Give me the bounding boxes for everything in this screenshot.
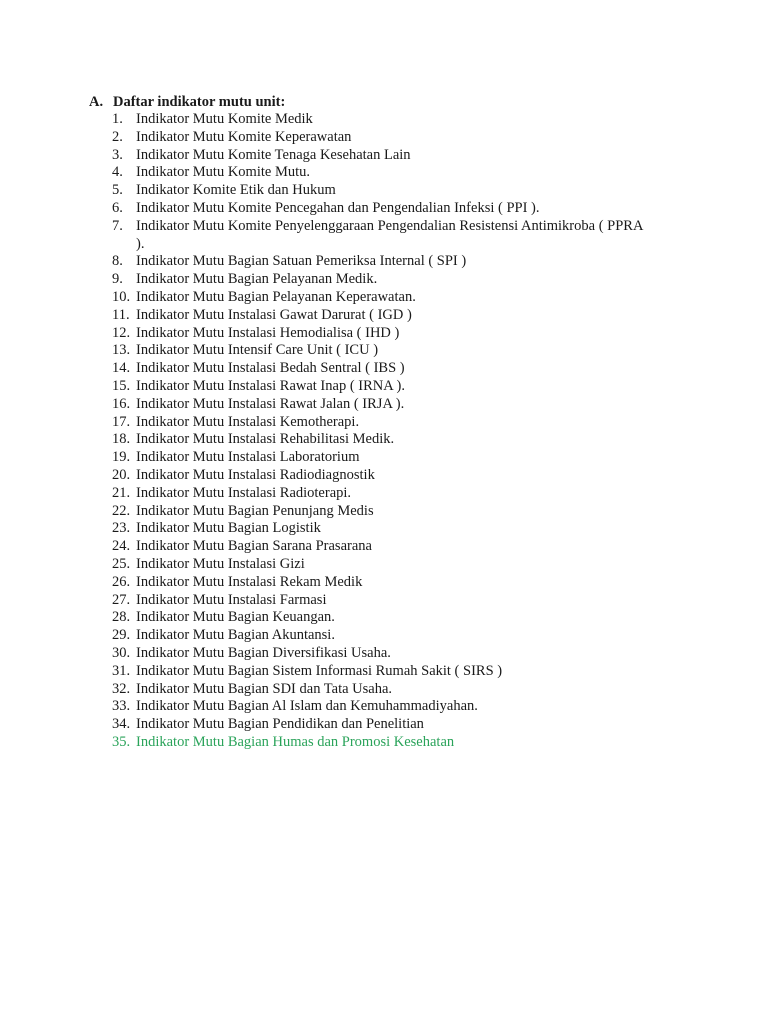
list-item bbox=[89, 360, 649, 378]
list-item-number: 19. bbox=[112, 449, 131, 466]
list-item-number-cell bbox=[89, 271, 136, 289]
list-item-number-cell bbox=[89, 396, 136, 414]
list-item-number: 32. bbox=[112, 680, 131, 697]
list-item-number: 29. bbox=[112, 627, 131, 644]
list-item bbox=[89, 681, 649, 699]
list-item-text: Indikator Mutu Bagian Akuntansi. bbox=[136, 627, 335, 644]
list-item-number-cell bbox=[89, 698, 136, 716]
list-item bbox=[89, 520, 649, 538]
list-item bbox=[89, 414, 649, 432]
list-item-text: Indikator Mutu Instalasi Radioterapi. bbox=[136, 484, 352, 501]
list-item-text: Indikator Mutu Instalasi Kemotherapi. bbox=[136, 413, 360, 430]
list-item bbox=[89, 503, 649, 521]
list-item-number-cell bbox=[89, 164, 136, 182]
list-item-number-cell bbox=[89, 627, 136, 645]
list-item-number: 21. bbox=[112, 484, 131, 501]
list-item-text: Indikator Mutu Bagian Sistem Informasi Rumah Sakit ( SIRS ) bbox=[136, 662, 503, 679]
list-item-text: Indikator Mutu Bagian Diversifikasi Usaha. bbox=[136, 644, 391, 661]
list-item-text: Indikator Komite Etik dan Hukum bbox=[136, 182, 336, 199]
list-item-number: 24. bbox=[112, 538, 131, 555]
list-item-number: 6. bbox=[112, 199, 123, 216]
list-item-text: Indikator Mutu Instalasi Hemodialisa ( IHD ) bbox=[136, 324, 400, 341]
indicator-list bbox=[89, 111, 649, 752]
list-item-number-cell bbox=[89, 467, 136, 485]
list-item-number-cell bbox=[89, 325, 136, 343]
list-item-number-cell bbox=[89, 218, 136, 254]
list-item-number: 17. bbox=[112, 413, 131, 430]
section-title: Daftar indikator mutu unit: bbox=[113, 94, 286, 110]
list-item bbox=[89, 289, 649, 307]
list-item-number: 27. bbox=[112, 591, 131, 608]
list-item bbox=[89, 698, 649, 716]
list-item-number-cell bbox=[89, 431, 136, 449]
list-item-number: 22. bbox=[112, 502, 131, 519]
list-item-text: Indikator Mutu Bagian Keuangan. bbox=[136, 609, 335, 626]
list-item bbox=[89, 556, 649, 574]
list-item-number: 18. bbox=[112, 431, 131, 448]
list-item-number-cell bbox=[89, 574, 136, 592]
list-item bbox=[89, 111, 649, 129]
list-item bbox=[89, 592, 649, 610]
list-item-text: Indikator Mutu Komite Mutu. bbox=[136, 164, 310, 181]
list-item bbox=[89, 253, 649, 271]
list-item-number-cell bbox=[89, 681, 136, 699]
list-item bbox=[89, 609, 649, 627]
list-item-number-cell bbox=[89, 645, 136, 663]
list-item-number: 2. bbox=[112, 128, 123, 145]
list-item-number-cell bbox=[89, 609, 136, 627]
list-item-number: 31. bbox=[112, 662, 131, 679]
list-item-text: Indikator Mutu Bagian Logistik bbox=[136, 520, 321, 537]
list-item-number: 35. bbox=[112, 733, 131, 750]
list-item bbox=[89, 716, 649, 734]
list-item-text: Indikator Mutu Bagian Satuan Pemeriksa Internal ( SPI ) bbox=[136, 253, 467, 270]
list-item-number: 14. bbox=[112, 360, 131, 377]
list-item bbox=[89, 164, 649, 182]
list-item-text: Indikator Mutu Instalasi Rawat Jalan ( IRJA ). bbox=[136, 395, 405, 412]
list-item bbox=[89, 200, 649, 218]
list-item-number: 33. bbox=[112, 698, 131, 715]
list-item-number: 25. bbox=[112, 555, 131, 572]
list-item bbox=[89, 449, 649, 467]
list-item-number: 13. bbox=[112, 342, 131, 359]
list-item-number: 10. bbox=[112, 288, 131, 305]
list-item-number: 34. bbox=[112, 716, 131, 733]
list-item-text: Indikator Mutu Bagian SDI dan Tata Usaha. bbox=[136, 680, 393, 697]
list-item-text: Indikator Mutu Bagian Pelayanan Keperawatan. bbox=[136, 288, 416, 305]
list-item bbox=[89, 734, 649, 752]
list-item-text: Indikator Mutu Instalasi Gawat Darurat ( IGD ) bbox=[136, 306, 412, 323]
list-item-text: Indikator Mutu Instalasi Rekam Medik bbox=[136, 573, 363, 590]
list-item bbox=[89, 485, 649, 503]
list-item-text: Indikator Mutu Intensif Care Unit ( ICU ) bbox=[136, 342, 379, 359]
list-item-number: 3. bbox=[112, 146, 123, 163]
list-item-text: Indikator Mutu Bagian Humas dan Promosi Kesehatan bbox=[136, 733, 455, 750]
list-item-number: 9. bbox=[112, 271, 123, 288]
list-item-number: 12. bbox=[112, 324, 131, 341]
list-item-number-cell bbox=[89, 253, 136, 271]
list-item-text: Indikator Mutu Bagian Sarana Prasarana bbox=[136, 538, 372, 555]
list-item-text: Indikator Mutu Instalasi Rawat Inap ( IRNA ). bbox=[136, 377, 406, 394]
list-item-text: Indikator Mutu Bagian Pendidikan dan Penelitian bbox=[136, 716, 424, 733]
list-item-text: Indikator Mutu Komite Keperawatan bbox=[136, 128, 352, 145]
list-item bbox=[89, 182, 649, 200]
list-item-number-cell bbox=[89, 485, 136, 503]
list-item-text: Indikator Mutu Bagian Penunjang Medis bbox=[136, 502, 374, 519]
list-item-text: Indikator Mutu Komite Penyelenggaraan Pengendalian Resistensi Antimikroba ( PPRA ). bbox=[136, 217, 643, 252]
list-item-number-cell bbox=[89, 289, 136, 307]
list-item bbox=[89, 431, 649, 449]
list-item-number-cell bbox=[89, 538, 136, 556]
list-item-number-cell bbox=[89, 360, 136, 378]
list-item bbox=[89, 378, 649, 396]
list-item-number: 23. bbox=[112, 520, 131, 537]
list-item-number-cell bbox=[89, 414, 136, 432]
list-item-number: 11. bbox=[112, 306, 130, 323]
list-item bbox=[89, 147, 649, 165]
list-item-number-cell bbox=[89, 307, 136, 325]
list-item-number: 15. bbox=[112, 377, 131, 394]
list-item-number-cell bbox=[89, 449, 136, 467]
list-item bbox=[89, 218, 649, 254]
list-item bbox=[89, 271, 649, 289]
section-letter: A. bbox=[89, 94, 104, 110]
list-item-number: 8. bbox=[112, 253, 123, 270]
list-item-text: Indikator Mutu Bagian Pelayanan Medik. bbox=[136, 271, 378, 288]
list-item-number: 5. bbox=[112, 182, 123, 199]
list-item-text: Indikator Mutu Komite Tenaga Kesehatan Lain bbox=[136, 146, 411, 163]
list-item bbox=[89, 574, 649, 592]
list-item-number: 28. bbox=[112, 609, 131, 626]
list-item bbox=[89, 538, 649, 556]
list-item bbox=[89, 325, 649, 343]
list-item-number-cell bbox=[89, 592, 136, 610]
list-item-text: Indikator Mutu Komite Pencegahan dan Pengendalian Infeksi ( PPI ). bbox=[136, 199, 540, 216]
list-item-number-cell bbox=[89, 716, 136, 734]
list-item bbox=[89, 342, 649, 360]
list-item-number: 30. bbox=[112, 644, 131, 661]
list-item bbox=[89, 663, 649, 681]
list-item bbox=[89, 627, 649, 645]
list-item-text: Indikator Mutu Instalasi Farmasi bbox=[136, 591, 327, 608]
list-item-number-cell bbox=[89, 503, 136, 521]
list-item bbox=[89, 645, 649, 663]
list-item-number: 4. bbox=[112, 164, 123, 181]
indicator-section bbox=[89, 93, 649, 752]
list-item-number: 16. bbox=[112, 395, 131, 412]
list-item-number-cell bbox=[89, 147, 136, 165]
list-item-text: Indikator Mutu Komite Medik bbox=[136, 111, 313, 127]
list-item bbox=[89, 129, 649, 147]
list-item bbox=[89, 307, 649, 325]
list-item-number: 1. bbox=[112, 111, 123, 127]
list-item-number-cell bbox=[89, 520, 136, 538]
list-item-number-cell bbox=[89, 556, 136, 574]
list-item-text: Indikator Mutu Instalasi Gizi bbox=[136, 555, 305, 572]
list-item-number-cell bbox=[89, 200, 136, 218]
list-item-number-cell bbox=[89, 129, 136, 147]
list-item bbox=[89, 467, 649, 485]
list-item-text: Indikator Mutu Bagian Al Islam dan Kemuhammadiyahan. bbox=[136, 698, 478, 715]
list-item-number-cell bbox=[89, 734, 136, 752]
list-item-text: Indikator Mutu Instalasi Radiodiagnostik bbox=[136, 466, 375, 483]
list-item-number-cell bbox=[89, 663, 136, 681]
section-heading bbox=[89, 93, 649, 111]
list-item-number: 7. bbox=[112, 217, 123, 234]
list-item-text: Indikator Mutu Instalasi Bedah Sentral ( IBS ) bbox=[136, 360, 405, 377]
list-item bbox=[89, 396, 649, 414]
list-item-text: Indikator Mutu Instalasi Rehabilitasi Medik. bbox=[136, 431, 395, 448]
list-item-number-cell bbox=[89, 378, 136, 396]
list-item-text: Indikator Mutu Instalasi Laboratorium bbox=[136, 449, 360, 466]
list-item-number-cell bbox=[89, 182, 136, 200]
list-item-number: 26. bbox=[112, 573, 131, 590]
list-item-number-cell bbox=[89, 111, 136, 129]
list-item-number-cell bbox=[89, 342, 136, 360]
list-item-number: 20. bbox=[112, 466, 131, 483]
